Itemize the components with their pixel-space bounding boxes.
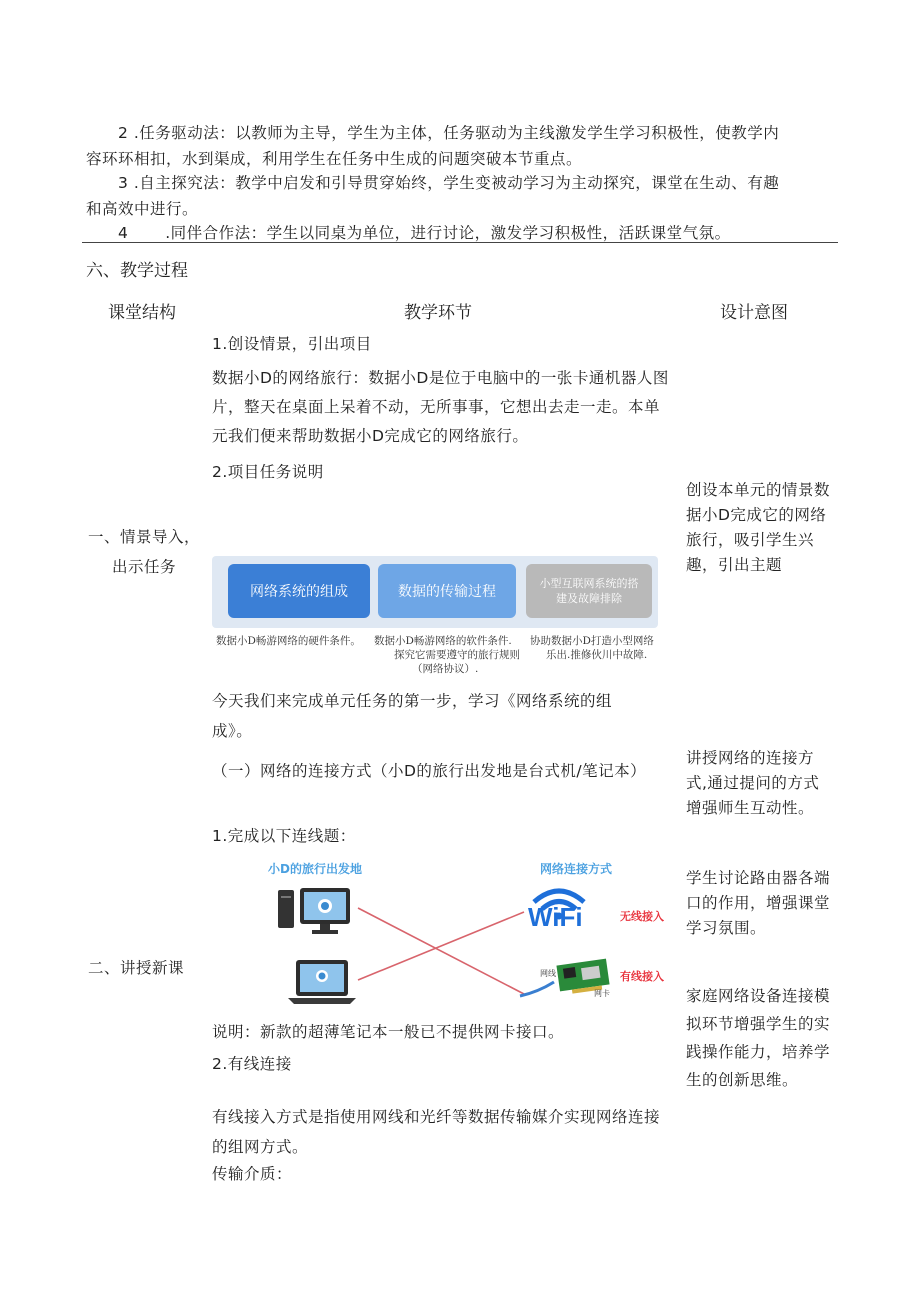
intent-3: 学生讨论路由器各端口的作用，增强课堂学习氛围。 <box>686 869 831 937</box>
note-paragraph: 说明：新款的超薄笔记本一般已不提供网卡接口。 <box>212 1023 565 1041</box>
header-intent: 设计意图 <box>720 303 788 323</box>
structure-intro: 一、情景导入，出示任务 <box>88 528 201 576</box>
nic-label: 网卡 <box>594 989 610 998</box>
method-2 <box>118 120 858 146</box>
cable-label: 网线 <box>540 969 556 978</box>
step1-heading: 1.创设情景，引出项目 <box>212 335 372 353</box>
divider <box>82 242 838 243</box>
banner-caption-3a: 协助数据小D打造小型网络 <box>530 635 654 647</box>
method-text: .任务驱动法：以教师为主导，学生为主体，任务驱动为主线激发学生学习积极性，使教学内 <box>133 124 780 142</box>
wired-description: 有线接入方式是指使用网线和光纤等数据传输媒介实现网络连接的组网方式。 <box>212 1108 661 1156</box>
method-number: 3 <box>118 174 129 192</box>
line-laptop-to-wifi <box>358 912 524 980</box>
method-text: .同伴合作法：学生以同桌为单位，进行讨论，激发学习积极性，活跃课堂气氛。 <box>165 224 731 242</box>
wireless-label: 无线接入 <box>620 910 664 923</box>
diagram-left-title: 小D的旅行出发地 <box>268 862 362 876</box>
story-paragraph: 数据小D的网络旅行：数据小D是位于电脑中的一张卡通机器人图片，整天在桌面上呆着不动，无所事事，它想出去走一走。本单元我们便来帮助数据小D完成它的网络旅行。 <box>212 369 669 445</box>
method-3-cont: 和高效中进行。 <box>86 200 199 218</box>
banner-caption-2b: 探究它需要遵守的旅行规则 <box>394 649 520 661</box>
subsection-connection: （一）网络的连接方式（小D的旅行出发地是台式机/笔记本） <box>212 762 647 780</box>
step2-heading: 2.项目任务说明 <box>212 463 324 481</box>
wifi-label: WiFi <box>528 902 583 932</box>
method-3 <box>118 170 858 196</box>
task1-heading: 1.完成以下连线题： <box>212 827 356 845</box>
banner-caption-3b: 乐出.推修伙川中故障. <box>546 649 648 661</box>
medium-heading: 传输介质： <box>212 1165 293 1183</box>
wired-heading: 2.有线连接 <box>212 1055 292 1073</box>
header-teaching: 教学环节 <box>404 303 472 323</box>
task-banner <box>212 556 658 628</box>
diagram-right-title: 网络连接方式 <box>540 862 613 876</box>
banner-box3-line1: 小型互联网系统的搭 <box>539 577 639 590</box>
today-paragraph: 今天我们来完成单元任务的第一步，学习《网络系统的组成》。 <box>212 692 613 740</box>
intent-4: 家庭网络设备连接模拟环节增强学生的实践操作能力，培养学生的创新思维。 <box>686 987 831 1089</box>
intent-2: 讲授网络的连接方式,通过提问的方式增强师生互动性。 <box>686 749 820 817</box>
banner-box-transfer: 数据的传输过程 <box>378 564 516 618</box>
banner-caption-1: 数据小D畅游网络的硬件条件。 <box>216 635 361 647</box>
banner-box3-line2: 建及故障排除 <box>556 592 622 605</box>
banner-caption-2c: （网络协议）. <box>412 663 479 675</box>
banner-box-small-network <box>526 564 652 618</box>
structure-new-lesson: 二、讲授新课 <box>88 959 185 977</box>
method-number: 2 <box>118 124 129 142</box>
method-text: .自主探究法：教学中启发和引导贯穿始终，学生变被动学习为主动探究，课堂在生动、有趣 <box>133 174 780 192</box>
method-number: 4 <box>118 224 129 242</box>
wired-label: 有线接入 <box>620 970 664 983</box>
line-desktop-to-wired <box>358 908 524 994</box>
section-title: 六、教学过程 <box>86 261 188 281</box>
banner-caption-2a: 数据小D畅游网络的软件条件. <box>374 635 512 647</box>
desktop-computer-icon[interactable] <box>276 886 358 936</box>
banner-box-network-system: 网络系统的组成 <box>228 564 370 618</box>
intent-1: 创设本单元的情景数据小D完成它的网络旅行，吸引学生兴趣，引出主题 <box>686 481 831 574</box>
laptop-icon[interactable] <box>284 958 360 1006</box>
matching-diagram <box>262 852 672 1010</box>
header-structure: 课堂结构 <box>108 303 176 323</box>
method-2-cont: 容环环相扣，水到渠成，利用学生在任务中生成的问题突破本节重点。 <box>86 150 583 168</box>
